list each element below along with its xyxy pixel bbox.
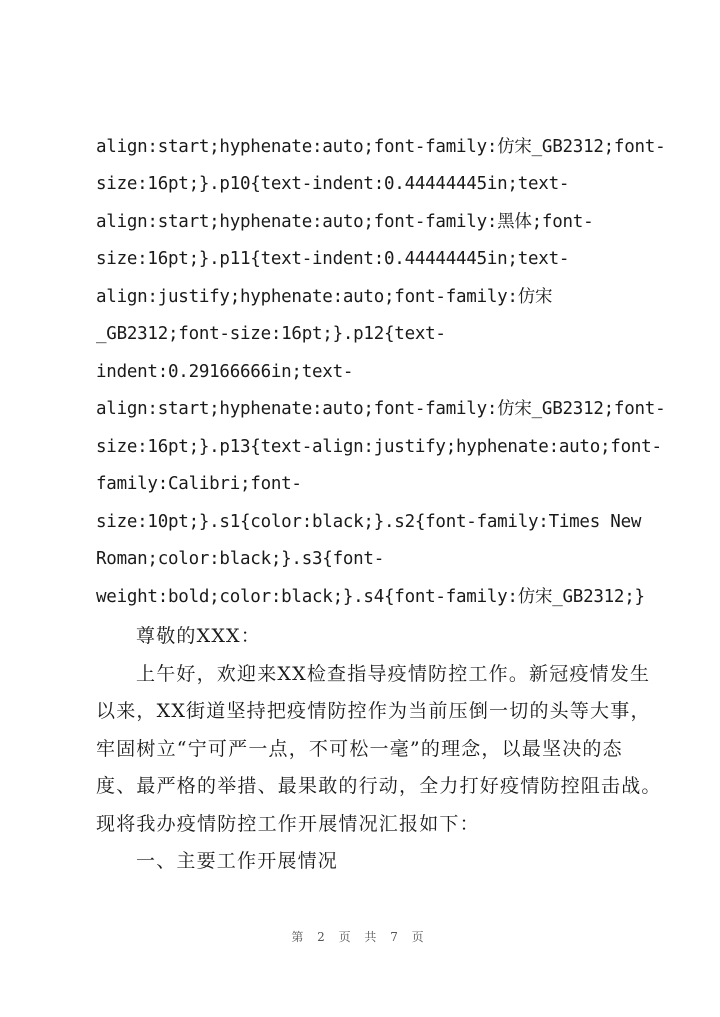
paragraph-line: 度、最严格的举措、最果敢的行动，全力打好疫情防控阻击战。 xyxy=(96,775,662,797)
code-line: weight:bold;color:black;}.s4{font-family:仿宋_GB2312;} xyxy=(96,587,645,607)
paragraph-line: 以来，XX街道坚持把疫情防控作为当前压倒一切的头等大事， xyxy=(96,700,651,722)
code-line: size:16pt;}.p11{text-indent:0.44444445in;text- xyxy=(96,249,570,269)
paragraph-line: 上午好，欢迎来XX检查指导疫情防控工作。新冠疫情发生 xyxy=(136,663,651,685)
code-line: size:16pt;}.p13{text-align:justify;hyphenate:auto;font- xyxy=(96,437,662,457)
page-footer: 第 2 页 共 7 页 xyxy=(291,930,429,944)
code-line: indent:0.29166666in;text- xyxy=(96,362,354,382)
code-line: align:start;hyphenate:auto;font-family:黑体;font- xyxy=(96,212,594,232)
code-line: align:start;hyphenate:auto;font-family:仿宋_GB2312;font- xyxy=(96,137,666,157)
code-line: size:16pt;}.p10{text-indent:0.44444445in;text- xyxy=(96,174,570,194)
code-line: _GB2312;font-size:16pt;}.p12{text- xyxy=(96,324,446,344)
paragraph-line: 现将我办疫情防控工作开展情况汇报如下： xyxy=(96,813,480,835)
code-line: align:justify;hyphenate:auto;font-family:仿宋 xyxy=(96,287,553,307)
salutation: 尊敬的XXX： xyxy=(136,625,261,647)
section-heading: 一、主要工作开展情况 xyxy=(136,850,339,872)
code-line: family:Calibri;font- xyxy=(96,474,302,494)
code-line: Roman;color:black;}.s3{font- xyxy=(96,549,385,569)
paragraph-line: 牢固树立“宁可严一点，不可松一毫”的理念，以最坚决的态 xyxy=(96,738,623,760)
code-line: size:10pt;}.s1{color:black;}.s2{font-family:Times New xyxy=(96,512,642,532)
code-line: align:start;hyphenate:auto;font-family:仿宋_GB2312;font- xyxy=(96,399,666,419)
